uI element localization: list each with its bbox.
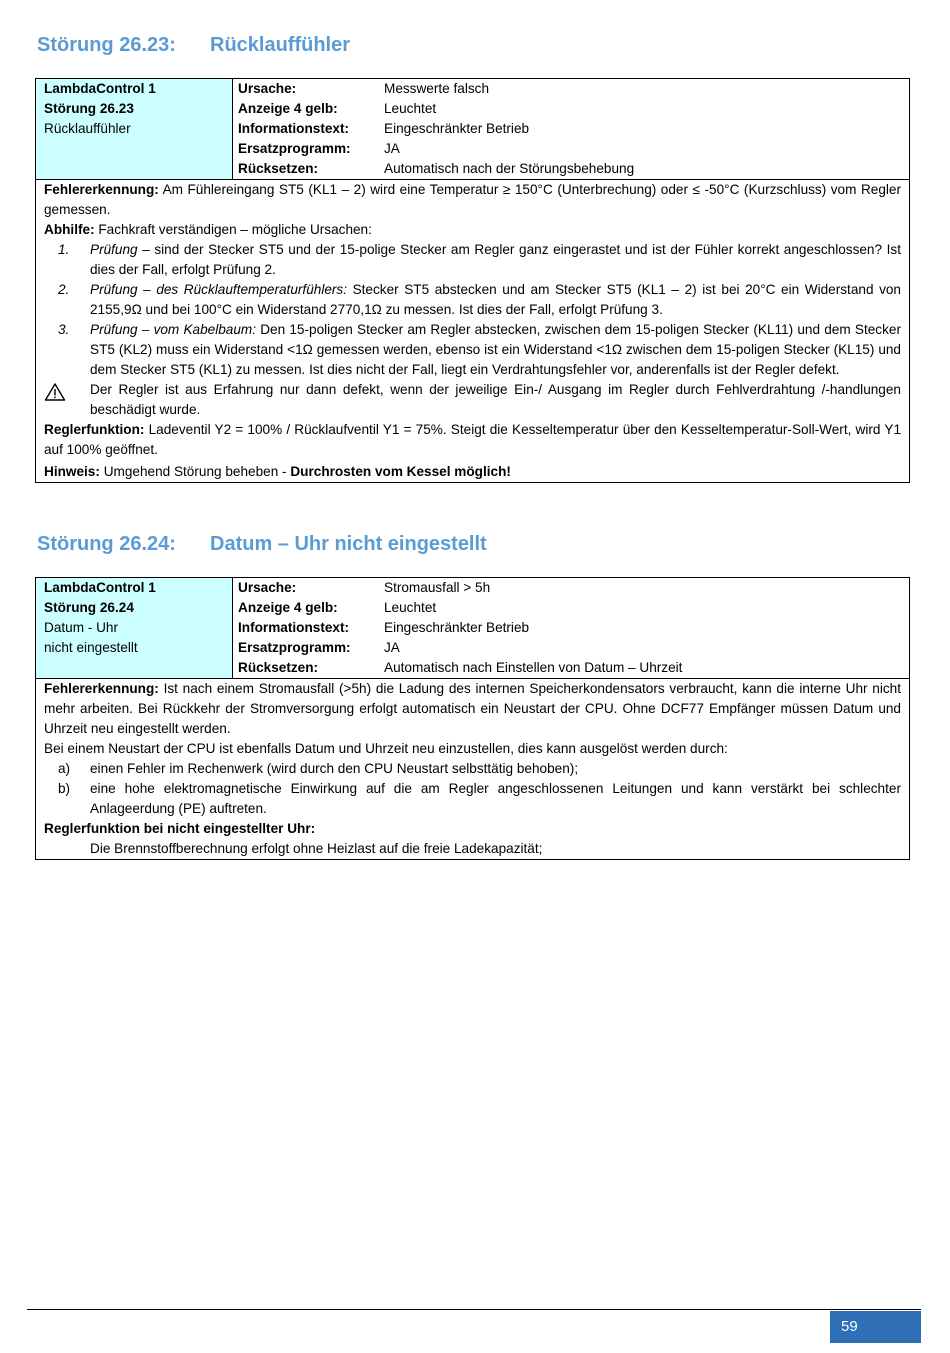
heading-title: Datum – Uhr nicht eingestellt [210, 533, 487, 555]
property-label: Ersatzprogramm: [238, 640, 351, 655]
property-value: Automatisch nach Einstellen von Datum – Uhrzeit [384, 660, 683, 675]
fault-description [36, 180, 909, 482]
property-label: Ursache: [238, 81, 297, 96]
warning-note [44, 380, 901, 420]
list-item-text: einen Fehler im Rechenwerk (wird durch den CPU Neustart selbsttätig behoben); [90, 761, 579, 776]
abhilfe-label: Abhilfe: [44, 222, 95, 237]
property-value: Leuchtet [384, 600, 437, 615]
property-value: JA [384, 141, 400, 156]
neustart-paragraph: Bei einem Neustart der CPU ist ebenfalls Datum und Uhrzeit neu einzustellen, dies kann ausgelöst werden durch: [44, 741, 728, 756]
property-label: Informationstext: [238, 121, 350, 136]
abhilfe-text: Fachkraft verständigen – mögliche Ursachen: [98, 222, 372, 237]
property-row [238, 638, 904, 658]
hinweis-text: Umgehend Störung beheben - [103, 464, 291, 479]
fehlererkennung-paragraph [44, 180, 901, 220]
property-label: Informationstext: [238, 620, 350, 635]
property-label: Anzeige 4 gelb: [238, 600, 338, 615]
fault-code: Störung 26.24 [44, 600, 134, 615]
property-row [238, 658, 904, 678]
list-marker: 1. [58, 242, 70, 257]
property-row [238, 598, 904, 618]
heading-title: Rücklauffühler [210, 34, 351, 56]
list-item-text [90, 280, 901, 320]
fault-table-26-23 [35, 78, 910, 483]
warning-triangle-icon [44, 380, 90, 420]
footer-divider [27, 1309, 921, 1310]
list-item [44, 280, 901, 320]
property-label: Ersatzprogramm: [238, 141, 351, 156]
list-item-body: – sind der Stecker ST5 und der 15-polige Stecker am Regler ganz eingerastet und ist der Fühler korrekt angeschlossen? Ist dies der Fall, erfolgt Prüfung 2. [90, 242, 901, 277]
fault-name: Rücklauffühler [44, 121, 131, 136]
fault-name-continued: nicht eingestellt [44, 640, 138, 655]
property-row [238, 99, 904, 119]
property-row [238, 618, 904, 638]
fault-identifier [36, 79, 233, 179]
fault-identifier [36, 578, 233, 678]
page-number: 59 [830, 1311, 921, 1343]
property-value: Stromausfall > 5h [384, 580, 491, 595]
device-name: LambdaControl 1 [44, 580, 156, 595]
device-name: LambdaControl 1 [44, 81, 156, 96]
fehlererkennung-text: Am Fühlereingang ST5 (KL1 – 2) wird eine Temperatur ≥ 150°C (Unterbrechung) oder ≤ -50°C (Kurzschluss) vom Regler gemessen. [44, 182, 901, 217]
fault-table-26-24 [35, 577, 910, 860]
section-heading-26-23 [37, 34, 350, 57]
list-item-italic: Prüfung – vom Kabelbaum: [90, 322, 257, 337]
fault-properties [233, 79, 909, 179]
property-row [238, 578, 904, 598]
fault-properties [233, 578, 909, 678]
list-item-body: Den 15-poligen Stecker am Regler abstecken, zwischen dem 15-poligen Stecker (KL11) und dem Stecker ST5 (KL2) muss ein Widerstand <1Ω gemessen werden, ebenso ist ein Widerstand <1Ω zwischen dem 15-poligen Stecker (KL15) und dem Stecker ST5 (KL1) zu messen. Ist dies nicht der Fall, liegt ein Verdrahtungsfehler vor, anderenfalls ist der Regler defekt. [90, 322, 901, 377]
fault-description [36, 679, 909, 859]
list-item [44, 779, 901, 819]
fault-header [36, 79, 909, 180]
section-heading-26-24 [37, 533, 487, 556]
property-row [238, 79, 904, 99]
heading-number: Störung 26.24: [37, 533, 176, 555]
reglerfunktion-label: Reglerfunktion bei nicht eingestellter Uhr: [44, 821, 316, 836]
list-item-body: Stecker ST5 abstecken und am Stecker ST5 (KL1 – 2) ist bei 20°C ein Widerstand von 2155,9Ω und bei 100°C ein Widerstand 2770,1Ω zu messen. Ist dies der Fall, erfolgt Prüfung 3. [90, 282, 901, 317]
property-label: Rücksetzen: [238, 660, 319, 675]
fault-name: Datum - Uhr [44, 620, 119, 635]
property-value: Leuchtet [384, 101, 437, 116]
list-item [44, 320, 901, 380]
list-item-italic: Prüfung [90, 242, 138, 257]
hinweis-label: Hinweis: [44, 464, 100, 479]
fehlererkennung-text: Ist nach einem Stromausfall (>5h) die Ladung des internen Speicherkondensators verbraucht, kann die interne Uhr nicht mehr arbeiten. Bei Rückkehr der Stromversorgung erfolgt automatisch ein Neustart der CPU. Ohne DCF77 Empfänger müssen Datum und Uhrzeit neu eingestellt werden. [44, 681, 902, 736]
fehlererkennung-label: Fehlererkennung: [44, 182, 159, 197]
list-marker: 2. [58, 282, 70, 297]
fehlererkennung-paragraph [44, 679, 901, 739]
property-value: Automatisch nach der Störungsbehebung [384, 161, 635, 176]
heading-number: Störung 26.23: [37, 34, 176, 56]
abhilfe-paragraph [44, 220, 901, 240]
property-value: Eingeschränkter Betrieb [384, 620, 530, 635]
property-row [238, 119, 904, 139]
property-value: Eingeschränkter Betrieb [384, 121, 530, 136]
list-item-italic: Prüfung – des Rücklauftemperaturfühlers: [90, 282, 348, 297]
property-row [238, 139, 904, 159]
property-value: Messwerte falsch [384, 81, 490, 96]
property-label: Anzeige 4 gelb: [238, 101, 338, 116]
property-value: JA [384, 640, 400, 655]
fault-code: Störung 26.23 [44, 101, 134, 116]
reglerfunktion-paragraph [44, 420, 901, 460]
property-row [238, 159, 904, 179]
list-item [44, 759, 901, 779]
list-marker: b) [58, 781, 71, 796]
property-label: Ursache: [238, 580, 297, 595]
fault-header [36, 578, 909, 679]
reglerfunktion-paragraph [44, 819, 901, 839]
reglerfunktion-text: Ladeventil Y2 = 100% / Rücklaufventil Y1 = 75%. Steigt die Kesseltemperatur über den Kesseltemperatur-Soll-Wert, wird Y1 auf 100% geöffnet. [44, 422, 902, 457]
list-marker: 3. [58, 322, 70, 337]
hinweis-paragraph [44, 462, 901, 482]
list-item-text [90, 240, 901, 280]
list-item-text: eine hohe elektromagnetische Einwirkung auf die am Regler angeschlossenen Leitungen und kann verstärkt bei schlechter Anlageerdung (PE) auftreten. [90, 781, 901, 816]
hinweis-emphasis: Durchrosten vom Kessel möglich! [290, 464, 511, 479]
list-item [44, 240, 901, 280]
fehlererkennung-label: Fehlererkennung: [44, 681, 159, 696]
reglerfunktion-label: Reglerfunktion: [44, 422, 145, 437]
list-marker: a) [58, 761, 71, 776]
list-item-text [90, 320, 901, 380]
warning-text: Der Regler ist aus Erfahrung nur dann defekt, wenn der jeweilige Ein-/ Ausgang im Regler durch Fehlverdrahtung /-handlungen beschädigt wurde. [90, 382, 901, 417]
property-label: Rücksetzen: [238, 161, 319, 176]
reglerfunktion-text: Die Brennstoffberechnung erfolgt ohne Heizlast auf die freie Ladekapazität; [90, 841, 543, 856]
